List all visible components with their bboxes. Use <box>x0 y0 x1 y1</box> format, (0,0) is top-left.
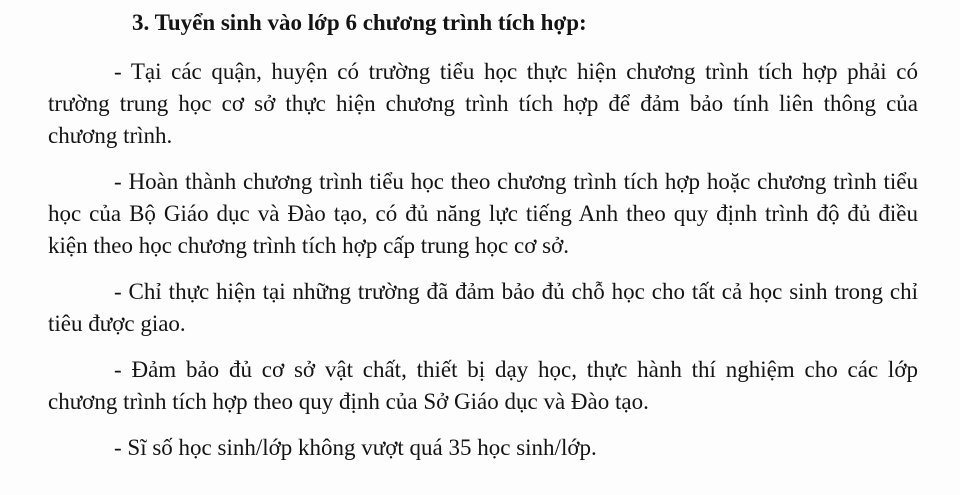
section-heading: 3. Tuyển sinh vào lớp 6 chương trình tích hợp: <box>132 10 587 35</box>
paragraph-integrated-secondary-schools: - Tại các quận, huyện có trường tiểu học thực hiện chương trình tích hợp phải có trường trung học cơ sở thực hiện chương trình tích hợp để đảm bảo tính liên thông của chương trình. <box>48 59 918 148</box>
paragraph-facilities: - Đảm bảo đủ cơ sở vật chất, thiết bị dạy học, thực hành thí nghiệm cho các lớp chương trình tích hợp theo quy định của Sở Giáo dục và Đào tạo. <box>48 357 918 414</box>
paragraph-completion-requirements: - Hoàn thành chương trình tiểu học theo chương trình tích hợp hoặc chương trình tiểu học của Bộ Giáo dục và Đào tạo, có đủ năng lực tiếng Anh theo quy định trình độ đủ điều kiện theo học chương trình tích hợp cấp trung học cơ sở. <box>48 169 918 258</box>
paragraph-class-size: - Sĩ số học sinh/lớp không vượt quá 35 học sinh/lớp. <box>114 435 597 460</box>
paragraph-seat-availability: - Chỉ thực hiện tại những trường đã đảm bảo đủ chỗ học cho tất cả học sinh trong chỉ tiêu được giao. <box>48 279 918 336</box>
